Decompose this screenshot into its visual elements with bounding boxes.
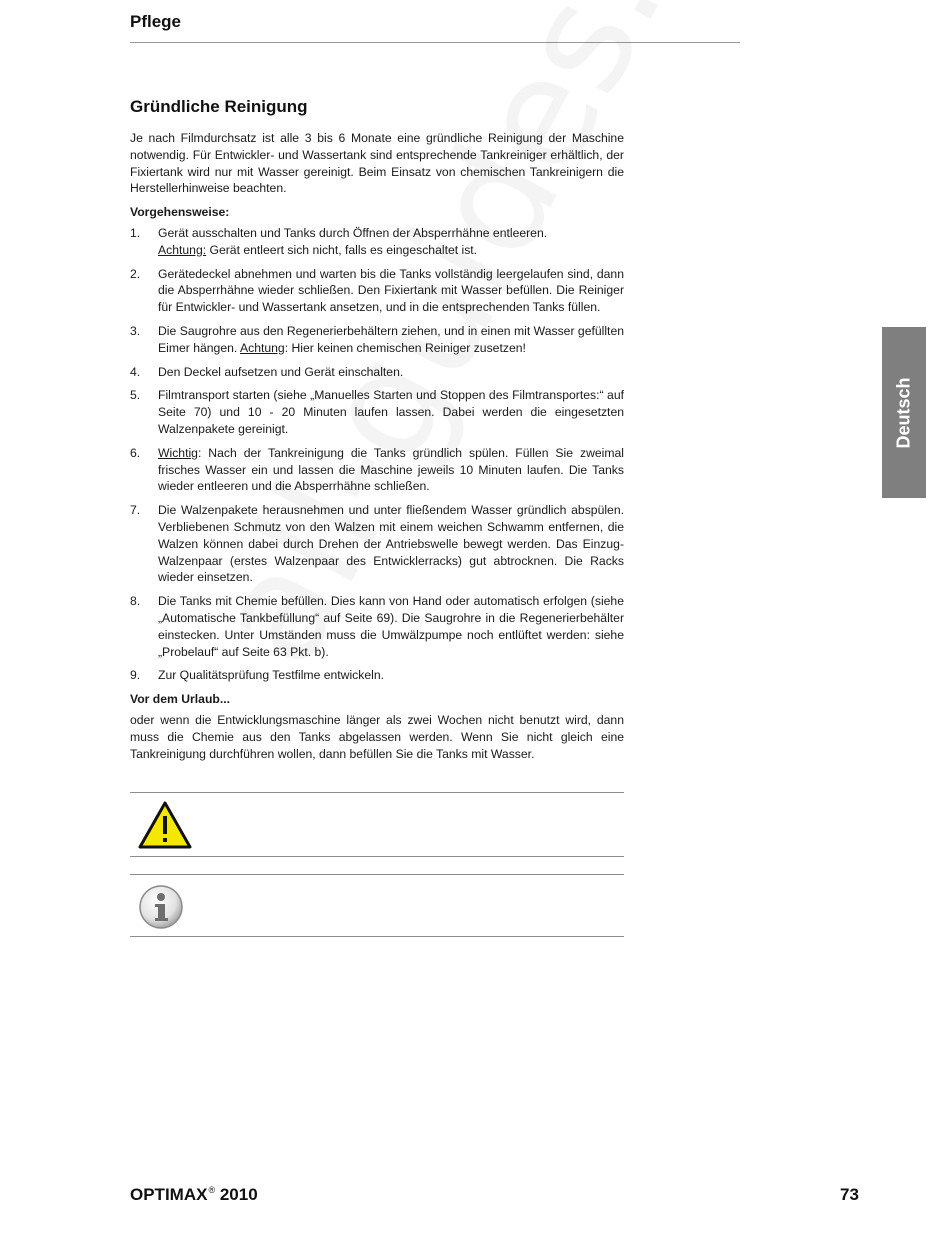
list-item xyxy=(130,323,624,357)
step-text: Zur Qualitätsprüfung Testfilme entwickeln. xyxy=(158,668,385,683)
info-box-top-rule xyxy=(130,874,624,875)
step-text: Filmtransport starten (siehe „Manuelles Starten und Stoppen des Filmtransportes:“ auf Seite 70) und 10 - 20 Minuten laufen lassen. Dabei werden die eingesetzten Walzenpakete gereinigt. xyxy=(158,388,624,436)
list-item xyxy=(130,502,624,586)
step-text: Die Saugrohre aus den Regenerierbehältern ziehen, und in einen mit Wasser gefüllten Eimer hängen. xyxy=(158,323,624,355)
procedure-heading: Vorgehensweise: xyxy=(130,205,230,220)
language-side-tab xyxy=(882,327,926,498)
footer-model: 2010 xyxy=(219,1185,258,1204)
step-text: Den Deckel aufsetzen und Gerät einschalten. xyxy=(158,364,404,379)
step-text-after: : Hier keinen chemischen Reiniger zusetzen! xyxy=(284,340,526,355)
step-number: 3. xyxy=(130,323,141,338)
intro-paragraph: Je nach Filmdurchsatz ist alle 3 bis 6 Monate eine gründliche Reinigung der Maschine notwendig. Für Entwickler- und Wassertank sind entsprechende Tankreiniger erhältlich, der Fixiertank wird nur mit Wasser gereinigt. Beim Einsatz von chemischen Tankreinigern die Herstellerhinweise beachten. xyxy=(130,131,624,196)
step-number: 5. xyxy=(130,388,141,403)
info-icon xyxy=(138,884,184,930)
list-item xyxy=(130,667,624,684)
warning-box-bottom-rule xyxy=(130,856,624,857)
list-item xyxy=(130,593,624,660)
info-box-bottom-rule xyxy=(130,936,624,937)
vacation-paragraph: oder wenn die Entwicklungsmaschine länger als zwei Wochen nicht benutzt wird, dann muss die Chemie aus den Tanks abgelassen werden. Wenn Sie nicht gleich eine Tankreinigung durchführen wollen, dann befüllen Sie die Tanks mit Wasser. xyxy=(130,712,624,761)
list-item xyxy=(130,445,624,495)
procedure-steps xyxy=(130,225,624,684)
step-warning-label: Achtung: xyxy=(158,242,207,257)
list-item xyxy=(130,364,624,381)
warning-box-top-rule xyxy=(130,792,624,793)
step-warning-text: Gerät entleert sich nicht, falls es eingeschaltet ist. xyxy=(206,242,478,257)
page-header-title: Pflege xyxy=(130,12,182,31)
step-number: 9. xyxy=(130,668,141,683)
step-number: 4. xyxy=(130,364,141,379)
page-number: 73 xyxy=(840,1185,859,1204)
registered-mark: ® xyxy=(208,1185,216,1195)
footer-product-name: OPTIMAX xyxy=(130,1185,208,1204)
step-number: 6. xyxy=(130,445,141,460)
section-content xyxy=(130,130,624,762)
list-item xyxy=(130,266,624,316)
list-item xyxy=(130,387,624,437)
language-tab-label: Deutsch xyxy=(893,376,914,449)
vacation-heading: Vor dem Urlaub... xyxy=(130,692,230,707)
step-warning-label: Achtung xyxy=(239,340,285,355)
section-title: Gründliche Reinigung xyxy=(130,97,308,116)
header-divider xyxy=(130,42,740,43)
step-number: 8. xyxy=(130,594,141,609)
step-text: Gerätedeckel abnehmen und warten bis die Tanks vollständig leergelaufen sind, dann die Absperrhähne wieder schließen. Den Fixiertank mit Wasser befüllen. Die Reiniger für Entwickler- und Wassertank ansetzen, und in die entsprechenden Tanks füllen. xyxy=(158,266,624,315)
step-number: 7. xyxy=(130,503,141,518)
step-text: Die Walzenpakete herausnehmen und unter fließendem Wasser gründlich abspülen. Verbliebenen Schmutz von den Walzen mit einem weichen Schwamm entfernen, die Walzen können dabei durch Drehen der Antriebswelle bewegt werden. Das Einzug-Walzenpaar (erstes Walzenpaar des Entwicklerracks) gut abtrocknen. Die Racks wieder einsetzen. xyxy=(158,503,624,585)
warning-triangle-icon xyxy=(137,800,193,850)
step-number: 1. xyxy=(130,225,141,240)
step-warning-label: Wichtig xyxy=(158,445,198,460)
footer-product xyxy=(130,1185,258,1205)
step-text-after: : Nach der Tankreinigung die Tanks gründlich spülen. Füllen Sie zweimal frisches Wasser ein und lassen die Maschine jeweils 10 Minuten laufen. Die Tanks wieder entleeren und die Absperrhähne schließen. xyxy=(158,445,624,494)
step-text: Die Tanks mit Chemie befüllen. Dies kann von Hand oder automatisch erfolgen (siehe „Automatische Tankbefüllung“ auf Seite 69). Die Saugrohre in die Regenerierbehälter einstecken. Unter Umständen muss die Umwälzpumpe noch entlüftet werden: siehe „Probelauf“ auf Seite 63 Pkt. b). xyxy=(158,594,624,659)
list-item xyxy=(130,225,624,259)
step-number: 2. xyxy=(130,266,141,281)
step-text: Gerät ausschalten und Tanks durch Öffnen der Absperrhähne entleeren. xyxy=(158,225,548,240)
